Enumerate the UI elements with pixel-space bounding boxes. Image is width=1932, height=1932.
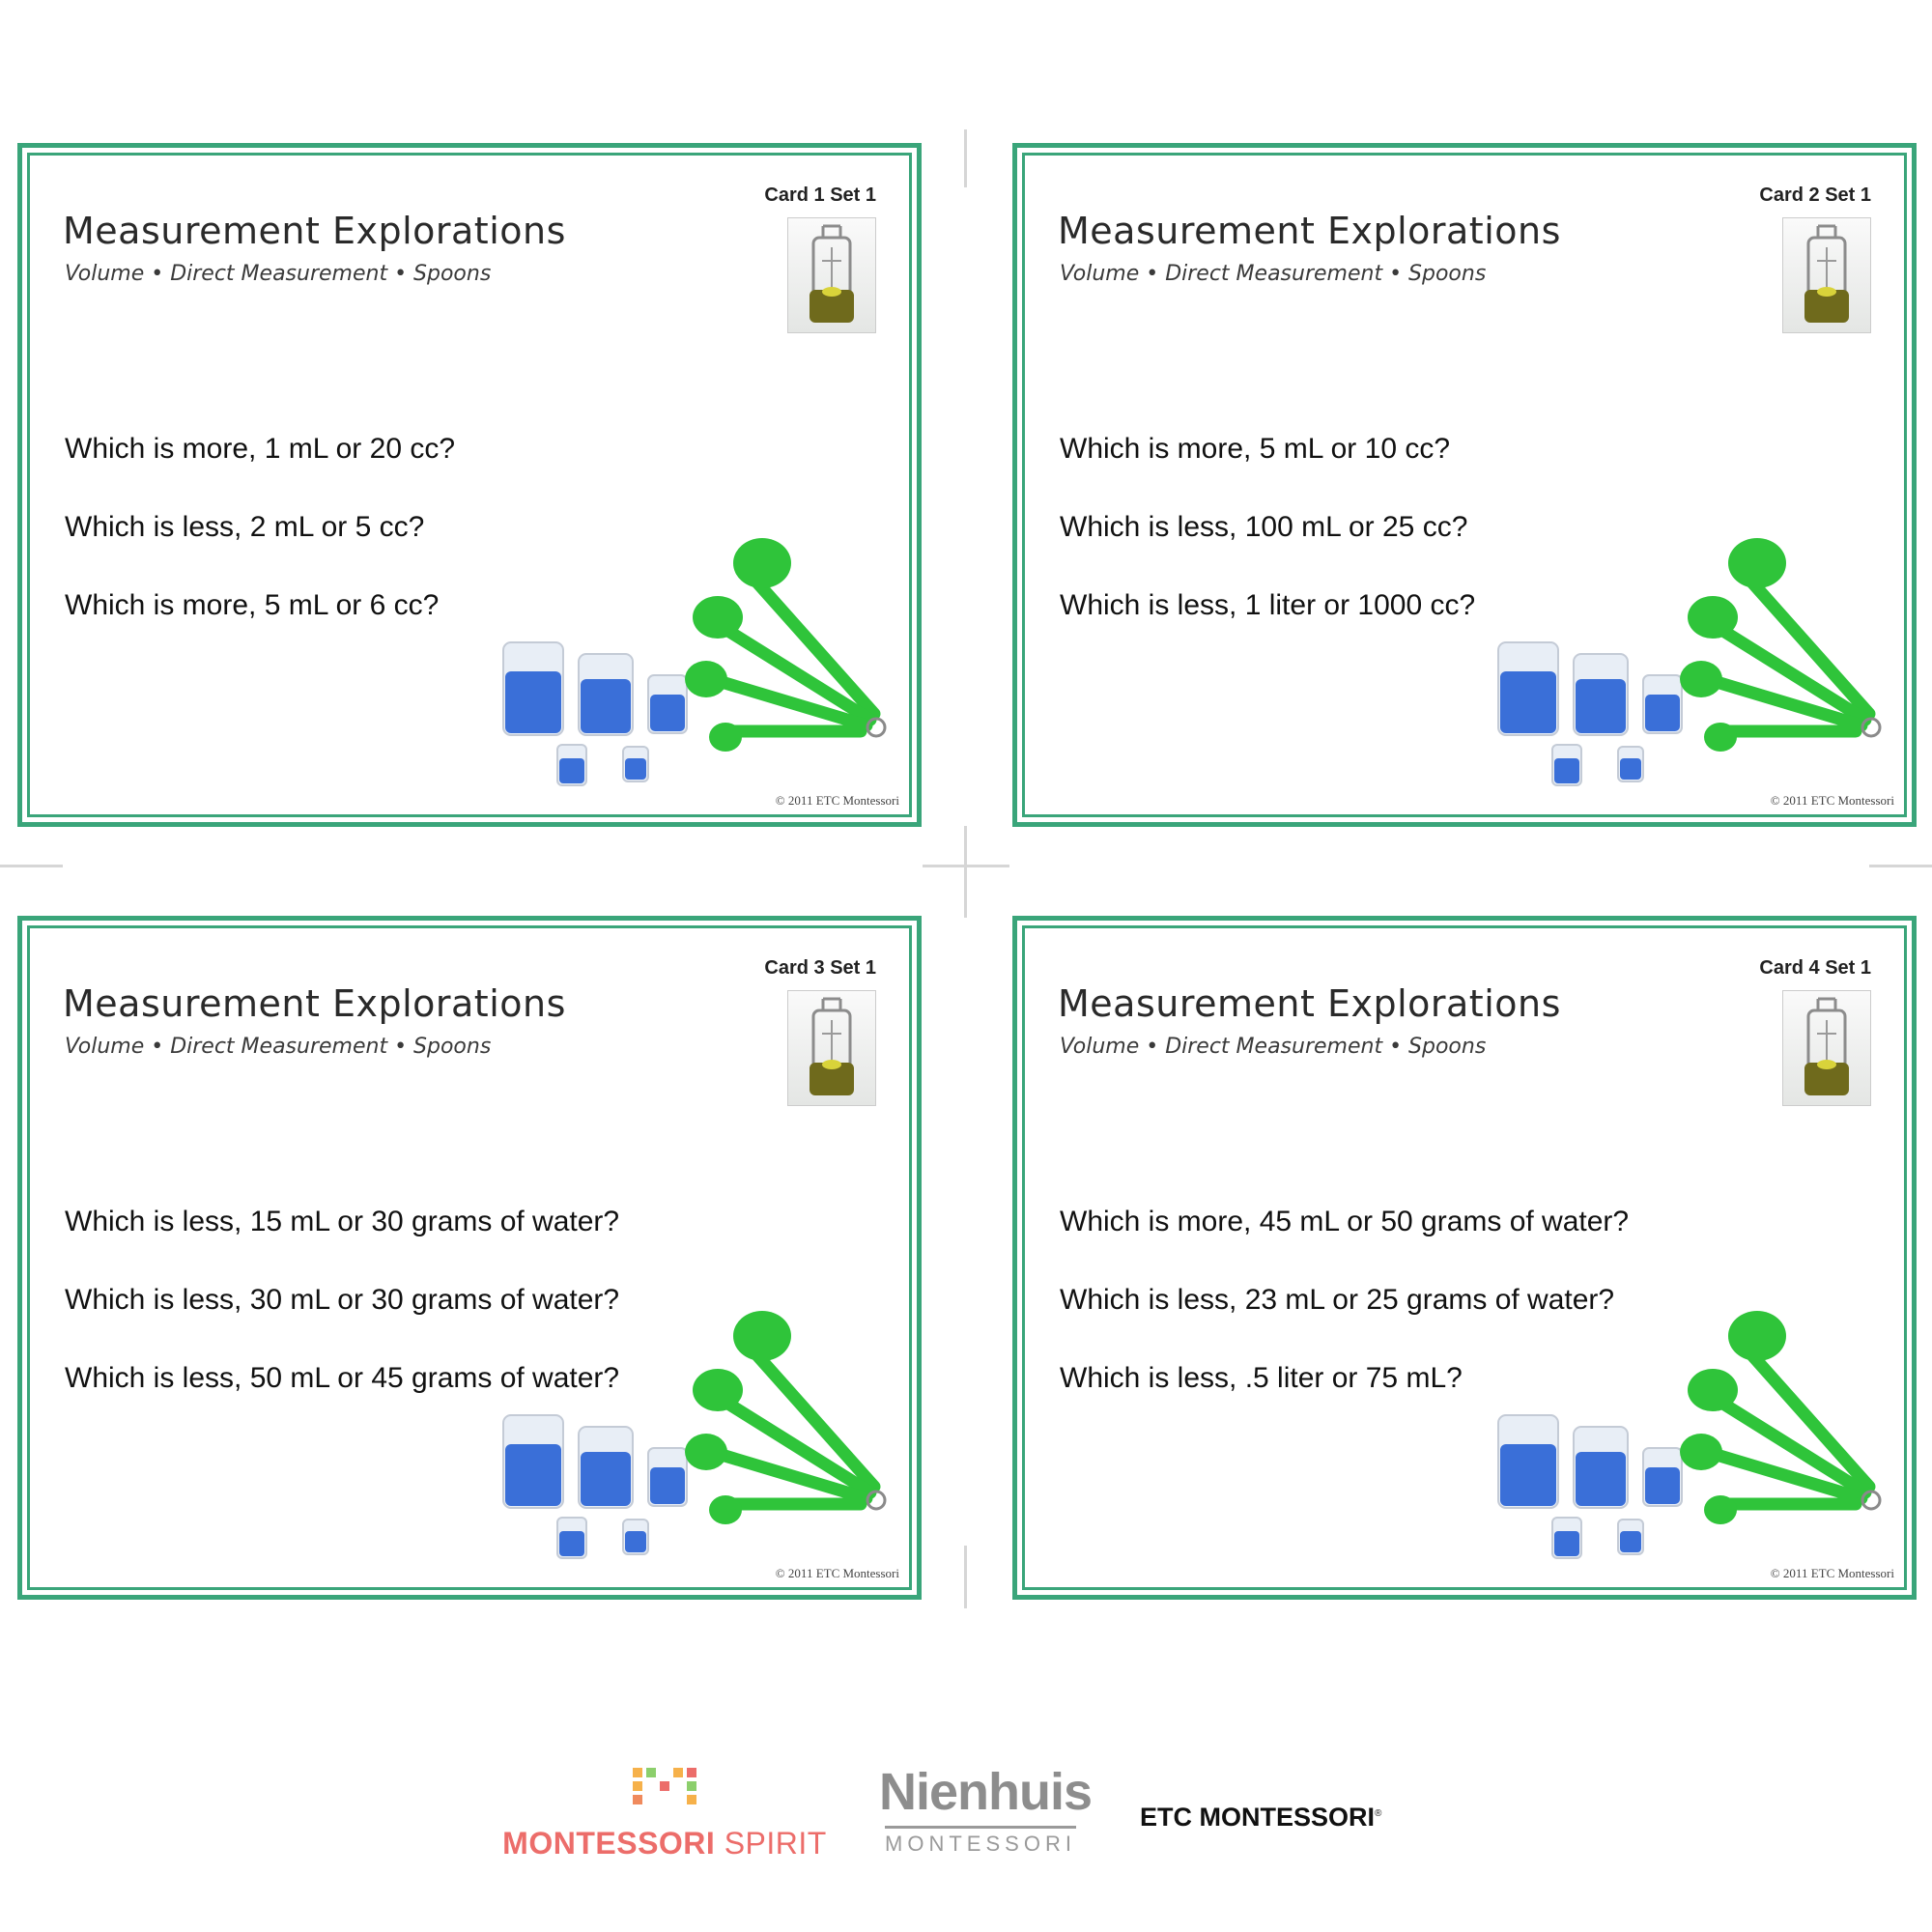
beaker-icon (503, 642, 563, 735)
card-subtitle: Volume • Direct Measurement • Spoons (65, 1035, 492, 1059)
beakers-and-spoons-illustration (476, 1307, 901, 1568)
beaker-icon (579, 654, 633, 735)
question: Which is less, 50 mL or 45 grams of water? (65, 1362, 620, 1394)
question: Which is more, 5 mL or 10 cc? (1060, 433, 1451, 465)
measuring-spoons-icon (1680, 538, 1880, 752)
task-card (17, 916, 922, 1600)
beaker-icon (1552, 1518, 1581, 1558)
card-label: Card 2 Set 1 (1759, 185, 1871, 206)
question: Which is less, 30 mL or 30 grams of water? (65, 1284, 620, 1316)
beakers-and-spoons-illustration (1471, 534, 1896, 795)
question: Which is more, 45 mL or 50 grams of water? (1060, 1206, 1630, 1237)
task-card (1012, 916, 1917, 1600)
crop-mark (964, 826, 967, 918)
beaker-icon (1498, 642, 1558, 735)
jar-thumbnail-icon (787, 217, 876, 333)
measuring-spoons-icon (685, 538, 885, 752)
beaker-icon (1498, 1415, 1558, 1508)
measuring-spoons-icon (1680, 1311, 1880, 1524)
beaker-icon (1643, 675, 1682, 733)
beakers-and-spoons-illustration (1471, 1307, 1896, 1568)
nienhuis-divider (885, 1826, 1076, 1829)
copyright: © 2011 ETC Montessori (1770, 1566, 1894, 1580)
question: Which is less, 23 mL or 25 grams of water? (1060, 1284, 1615, 1316)
beaker-icon (579, 1427, 633, 1508)
jar-thumbnail-icon (787, 990, 876, 1106)
card-subtitle: Volume • Direct Measurement • Spoons (1060, 1035, 1487, 1059)
montessori-spirit-mark-icon (631, 1766, 698, 1814)
beaker-icon (1574, 1427, 1628, 1508)
etc-montessori-logo: ETC MONTESSORI® (1140, 1803, 1382, 1832)
beaker-icon (1643, 1448, 1682, 1506)
nienhuis-subtitle: MONTESSORI (885, 1832, 1076, 1856)
brand-logos (0, 1748, 1932, 1864)
card-label: Card 3 Set 1 (764, 957, 876, 979)
card-title: Measurement Explorations (63, 210, 566, 252)
card-label: Card 4 Set 1 (1759, 957, 1871, 979)
question: Which is less, 1 liter or 1000 cc? (1060, 589, 1476, 621)
question: Which is less, 2 mL or 5 cc? (65, 511, 425, 543)
card-title: Measurement Explorations (63, 982, 566, 1025)
beaker-icon (648, 1448, 687, 1506)
beaker-icon (557, 745, 586, 785)
crop-mark (1869, 865, 1932, 867)
crop-mark (0, 865, 63, 867)
montessori-spirit-wordmark: MONTESSORI SPIRIT (502, 1826, 827, 1861)
beaker-icon (1618, 747, 1643, 781)
card-title: Measurement Explorations (1058, 982, 1561, 1025)
task-card (1012, 143, 1917, 827)
beaker-icon (648, 675, 687, 733)
beaker-icon (557, 1518, 586, 1558)
question: Which is less, .5 liter or 75 mL? (1060, 1362, 1463, 1394)
beaker-icon (623, 1520, 648, 1554)
jar-thumbnail-icon (1782, 990, 1871, 1106)
question-list (65, 430, 455, 665)
question: Which is more, 5 mL or 6 cc? (65, 589, 440, 621)
measuring-spoons-icon (685, 1311, 885, 1524)
jar-thumbnail-icon (1782, 217, 1871, 333)
question-list (1060, 430, 1475, 665)
card-label: Card 1 Set 1 (764, 185, 876, 206)
copyright: © 2011 ETC Montessori (775, 793, 899, 808)
crop-mark (964, 129, 967, 187)
copyright: © 2011 ETC Montessori (1770, 793, 1894, 808)
question: Which is more, 1 mL or 20 cc? (65, 433, 456, 465)
crop-mark (923, 865, 1009, 867)
crop-mark (964, 1546, 967, 1608)
card-subtitle: Volume • Direct Measurement • Spoons (65, 262, 492, 286)
beaker-icon (623, 747, 648, 781)
nienhuis-wordmark: Nienhuis (879, 1763, 1093, 1821)
card-title: Measurement Explorations (1058, 210, 1561, 252)
question: Which is less, 15 mL or 30 grams of water? (65, 1206, 620, 1237)
card-subtitle: Volume • Direct Measurement • Spoons (1060, 262, 1487, 286)
beaker-icon (503, 1415, 563, 1508)
beaker-icon (1618, 1520, 1643, 1554)
beakers-and-spoons-illustration (476, 534, 901, 795)
beaker-icon (1552, 745, 1581, 785)
question: Which is less, 100 mL or 25 cc? (1060, 511, 1468, 543)
copyright: © 2011 ETC Montessori (775, 1566, 899, 1580)
task-card (17, 143, 922, 827)
beaker-icon (1574, 654, 1628, 735)
